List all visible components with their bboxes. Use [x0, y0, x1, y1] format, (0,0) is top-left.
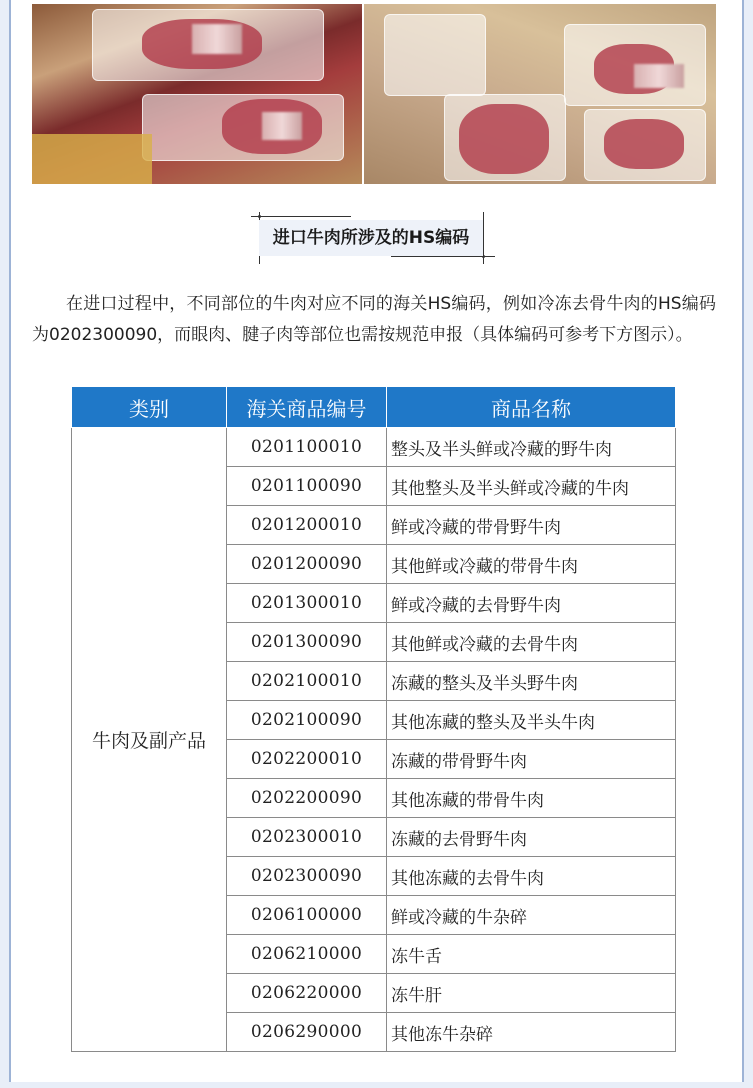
hs-code-cell: 0202200010	[227, 740, 387, 779]
header-customs-code: 海关商品编号	[227, 387, 387, 428]
hs-code-cell: 0201300090	[227, 623, 387, 662]
hs-code-cell: 0201200010	[227, 506, 387, 545]
bottom-frame-border	[0, 1082, 753, 1088]
product-name-cell: 其他整头及半头鲜或冷藏的牛肉	[387, 467, 676, 506]
product-name-cell: 整头及半头鲜或冷藏的野牛肉	[387, 428, 676, 467]
hs-code-table	[71, 386, 676, 1052]
hs-code-cell: 0206210000	[227, 935, 387, 974]
hs-code-cell: 0206290000	[227, 1013, 387, 1052]
hs-code-cell: 0202200090	[227, 779, 387, 818]
hs-code-cell: 0202300090	[227, 857, 387, 896]
table-header-row	[72, 387, 676, 428]
product-name-cell: 冻藏的去骨野牛肉	[387, 818, 676, 857]
product-name-cell: 冻藏的带骨野牛肉	[387, 740, 676, 779]
photo-left-panel	[32, 4, 362, 184]
product-name-cell: 其他鲜或冷藏的带骨牛肉	[387, 545, 676, 584]
heading-text: 进口牛肉所涉及的HS编码	[272, 228, 470, 248]
hs-code-cell: 0202100090	[227, 701, 387, 740]
beef-packages-photo	[32, 4, 716, 184]
product-name-cell: 鲜或冷藏的牛杂碎	[387, 896, 676, 935]
header-category: 类别	[72, 387, 227, 428]
header-product-name: 商品名称	[387, 387, 676, 428]
hs-code-cell: 0202300010	[227, 818, 387, 857]
product-name-cell: 其他冻藏的整头及半头牛肉	[387, 701, 676, 740]
table-row	[72, 428, 676, 467]
product-name-cell: 其他鲜或冷藏的去骨牛肉	[387, 623, 676, 662]
product-name-cell: 其他冻藏的带骨牛肉	[387, 779, 676, 818]
product-name-cell: 其他冻藏的去骨牛肉	[387, 857, 676, 896]
category-cell: 牛肉及副产品	[72, 428, 227, 1052]
product-name-cell: 其他冻牛杂碎	[387, 1013, 676, 1052]
product-name-cell: 鲜或冷藏的带骨野牛肉	[387, 506, 676, 545]
product-name-cell: 冻藏的整头及半头野牛肉	[387, 662, 676, 701]
intro-paragraph: 在进口过程中，不同部位的牛肉对应不同的海关HS编码，例如冷冻去骨牛肉的HS编码为0202300090，而眼肉、腱子肉等部位也需按规范申报（具体编码可参考下方图示）。	[32, 294, 716, 345]
hs-code-cell: 0201300010	[227, 584, 387, 623]
hs-code-cell: 0202100010	[227, 662, 387, 701]
hs-code-cell: 0206220000	[227, 974, 387, 1013]
product-name-cell: 冻牛舌	[387, 935, 676, 974]
hs-code-cell: 0201200090	[227, 545, 387, 584]
hs-code-cell: 0201100090	[227, 467, 387, 506]
hs-code-cell: 0206100000	[227, 896, 387, 935]
hs-code-cell: 0201100010	[227, 428, 387, 467]
product-name-cell: 冻牛肝	[387, 974, 676, 1013]
left-frame-border	[0, 0, 11, 1088]
product-name-cell: 鲜或冷藏的去骨野牛肉	[387, 584, 676, 623]
photo-right-panel	[364, 4, 716, 184]
section-heading	[251, 212, 495, 260]
right-frame-border	[742, 0, 753, 1088]
